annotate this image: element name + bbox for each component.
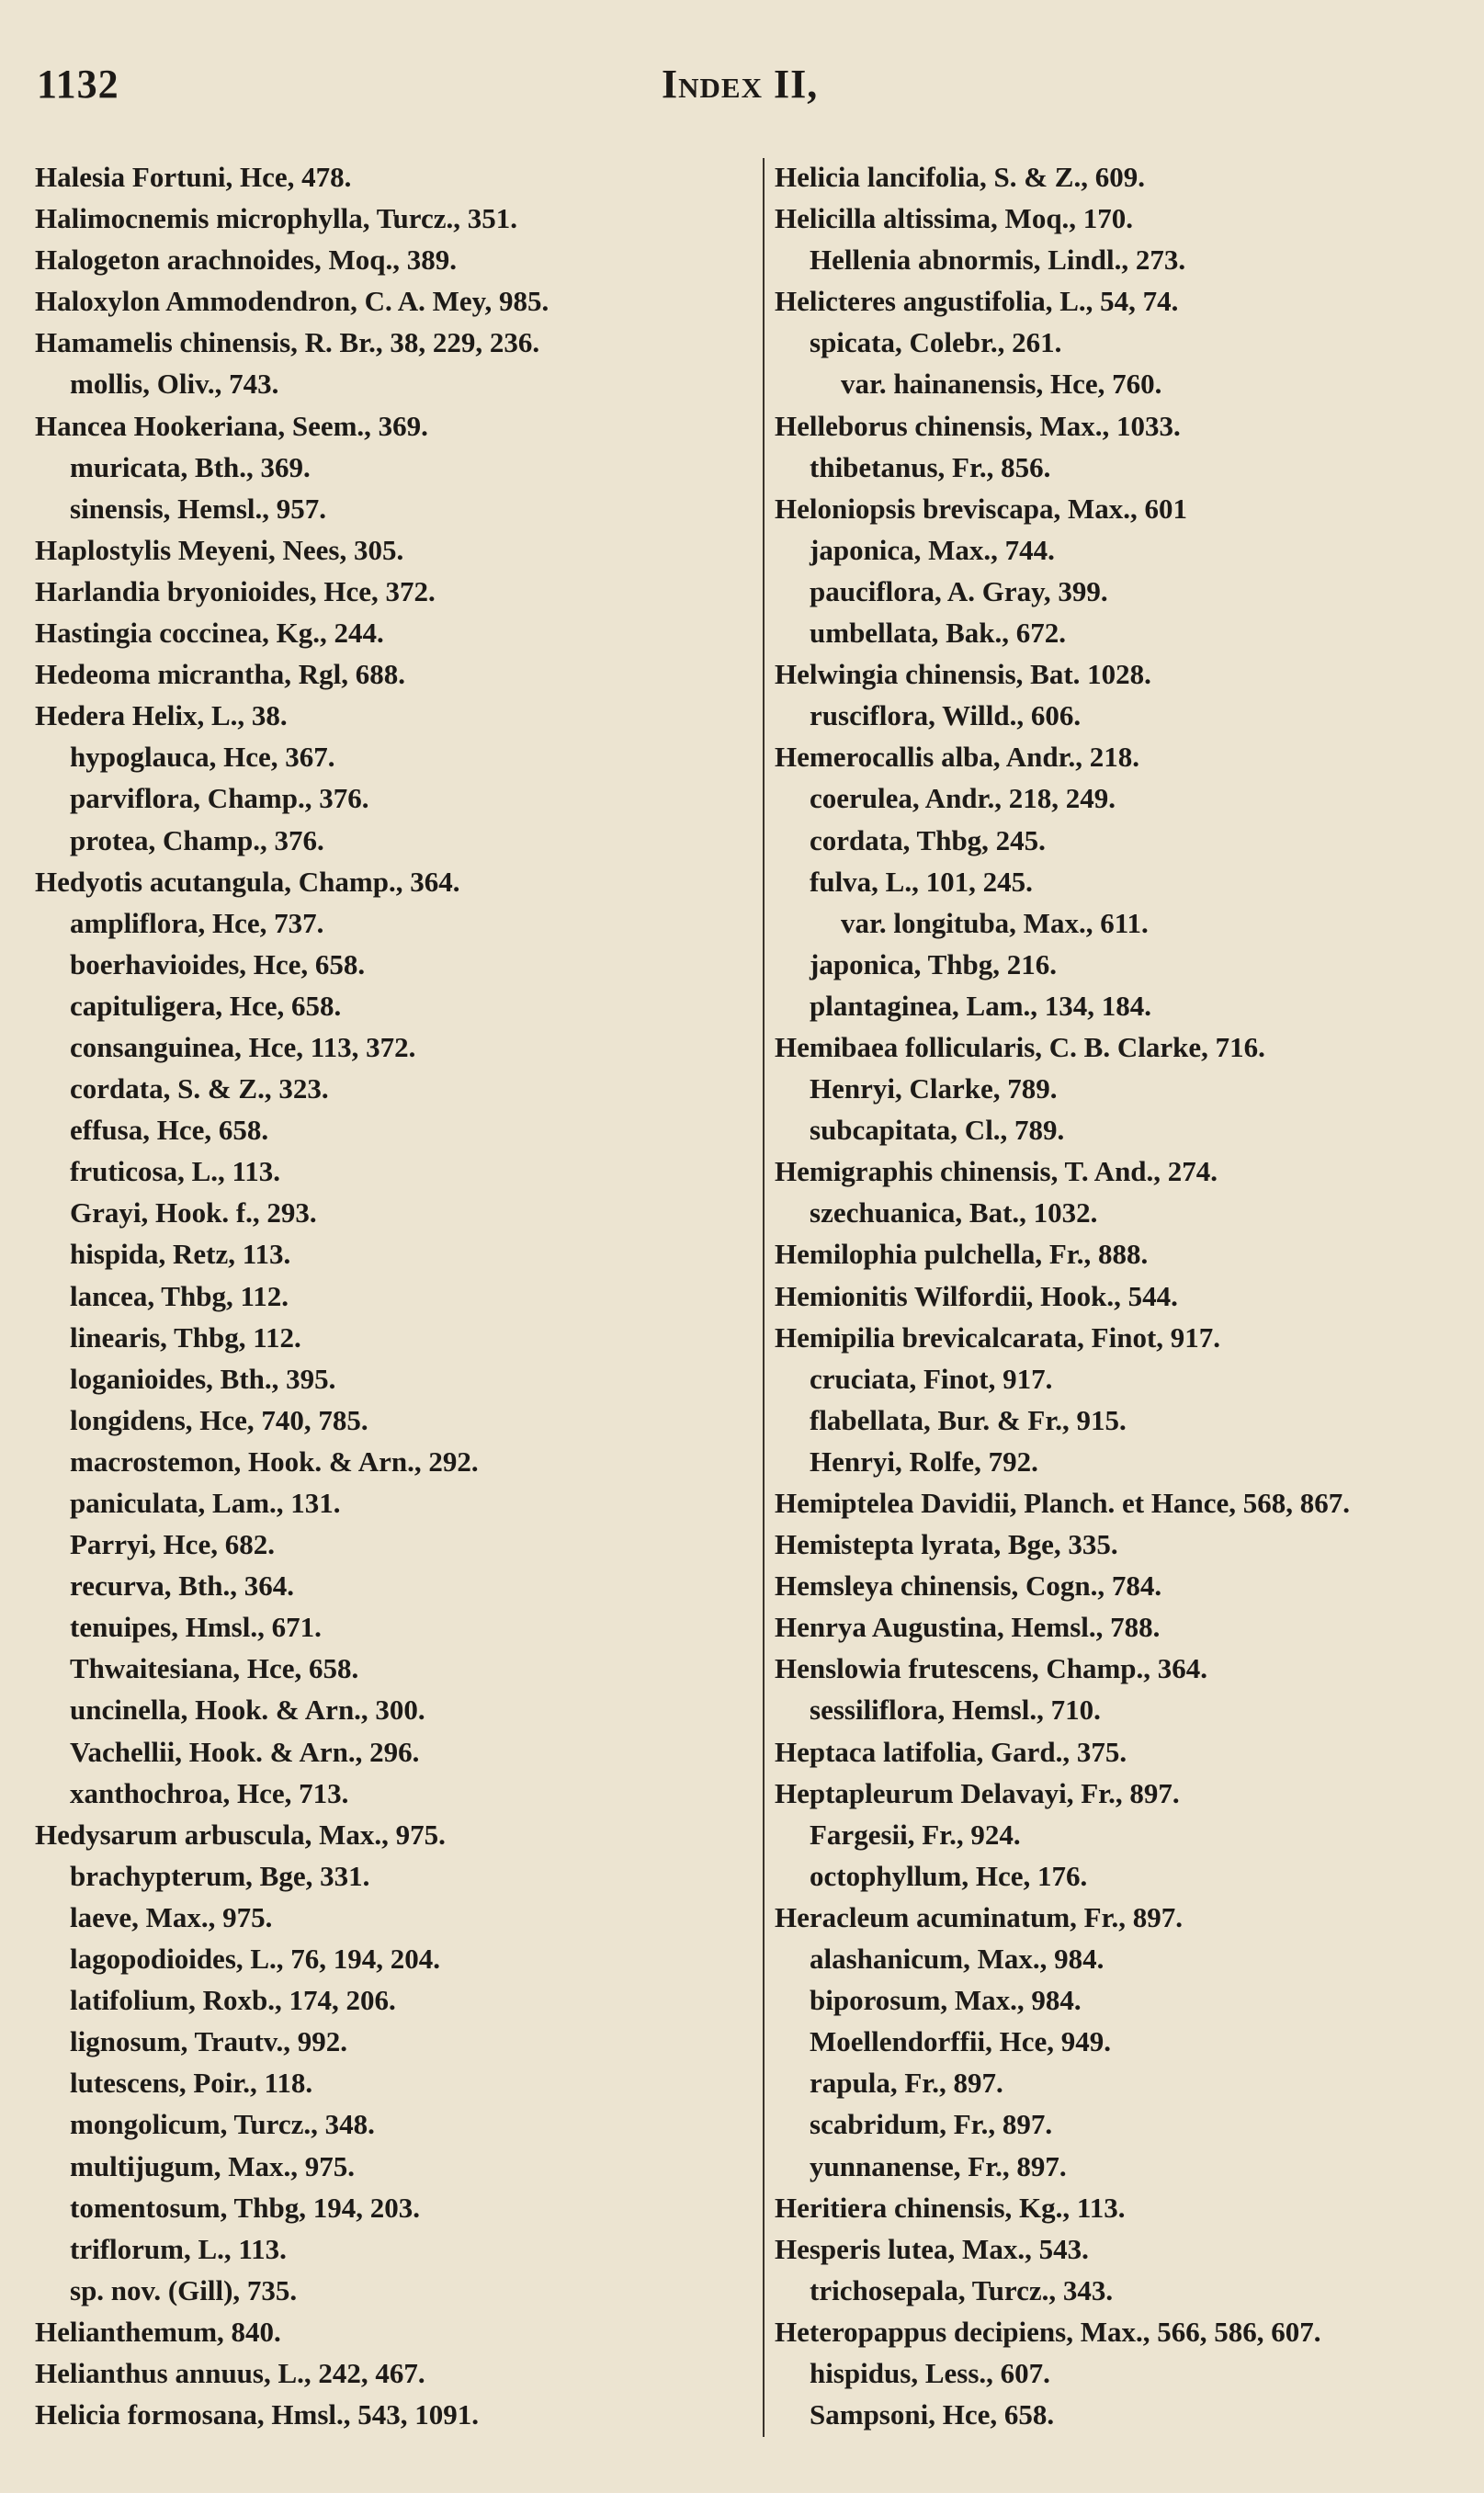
index-subentry: triflorum, L., 113.	[70, 2232, 287, 2265]
column-divider	[763, 158, 765, 2437]
index-subentry: var. longituba, Max., 611.	[841, 906, 1149, 939]
index-subentry: trichosepala, Turcz., 343.	[810, 2273, 1114, 2306]
index-subentry: mongolicum, Turcz., 348.	[70, 2108, 375, 2141]
index-subentry: sinensis, Hemsl., 957.	[70, 492, 327, 525]
index-subentry: pauciflora, A. Gray, 399.	[810, 574, 1108, 607]
index-subentry: Parryi, Hce, 682.	[70, 1528, 275, 1561]
index-entry: Helwingia chinensis, Bat. 1028.	[775, 658, 1151, 691]
index-subentry: subcapitata, Cl., 789.	[810, 1114, 1065, 1147]
index-subentry: capituligera, Hce, 658.	[70, 989, 342, 1022]
index-entry: Hedysarum arbuscula, Max., 975.	[35, 1818, 446, 1851]
index-entry: Heloniopsis breviscapa, Max., 601	[775, 492, 1187, 525]
index-subentry: lignosum, Trautv., 992.	[70, 2025, 348, 2058]
index-subentry: Henryi, Clarke, 789.	[810, 1072, 1058, 1105]
index-subentry: laeve, Max., 975.	[70, 1900, 273, 1933]
index-subentry: alashanicum, Max., 984.	[810, 1943, 1105, 1976]
index-entry: Harlandia bryonioides, Hce, 372.	[35, 574, 436, 607]
index-subentry: biporosum, Max., 984.	[810, 1984, 1082, 2017]
index-subentry: japonica, Max., 744.	[810, 533, 1055, 566]
index-subentry: cordata, Thbg, 245.	[810, 823, 1046, 856]
index-subentry: paniculata, Lam., 131.	[70, 1487, 341, 1519]
index-subentry: rapula, Fr., 897.	[810, 2067, 1003, 2100]
index-entry: Hamamelis chinensis, R. Br., 38, 229, 236.	[35, 326, 540, 359]
index-entry: Heritiera chinensis, Kg., 113.	[775, 2191, 1126, 2224]
index-entry: Helicia formosana, Hmsl., 543, 1091.	[35, 2398, 480, 2431]
index-entry: Helicilla altissima, Moq., 170.	[775, 202, 1134, 235]
index-entry: Haplostylis Meyeni, Nees, 305.	[35, 533, 404, 566]
index-subentry: fruticosa, L., 113.	[70, 1155, 281, 1188]
index-subentry: effusa, Hce, 658.	[70, 1114, 269, 1147]
index-subentry: yunnanense, Fr., 897.	[810, 2149, 1067, 2182]
index-subentry: tenuipes, Hmsl., 671.	[70, 1611, 322, 1644]
index-entry: Hesperis lutea, Max., 543.	[775, 2232, 1089, 2265]
index-subentry: multijugum, Max., 975.	[70, 2149, 355, 2182]
index-subentry: sessiliflora, Hemsl., 710.	[810, 1694, 1101, 1727]
index-entry: Helicteres angustifolia, L., 54, 74.	[775, 285, 1179, 318]
index-subentry: uncinella, Hook. & Arn., 300.	[70, 1694, 425, 1727]
index-entry: Helianthemum, 840.	[35, 2315, 281, 2348]
index-subentry: mollis, Oliv., 743.	[70, 368, 279, 401]
index-entry: Halogeton arachnoides, Moq., 389.	[35, 244, 457, 277]
index-subentry: thibetanus, Fr., 856.	[810, 450, 1051, 483]
index-entry: Hemionitis Wilfordii, Hook., 544.	[775, 1279, 1178, 1312]
index-entry: Hemiptelea Davidii, Planch. et Hance, 568, 867.	[775, 1487, 1350, 1519]
index-entry: Hedera Helix, L., 38.	[35, 699, 288, 732]
index-subentry: muricata, Bth., 369.	[70, 450, 311, 483]
index-subentry: Thwaitesiana, Hce, 658.	[70, 1652, 359, 1685]
index-subentry: Henryi, Rolfe, 792.	[810, 1445, 1038, 1478]
index-entry: Heracleum acuminatum, Fr., 897.	[775, 1900, 1183, 1933]
index-subentry: rusciflora, Willd., 606.	[810, 699, 1082, 732]
index-entry: Heptapleurum Delavayi, Fr., 897.	[775, 1776, 1180, 1809]
running-head-title: Index II,	[662, 62, 819, 107]
index-subentry: consanguinea, Hce, 113, 372.	[70, 1030, 416, 1063]
index-entry: Hemerocallis alba, Andr., 218.	[775, 741, 1139, 774]
index-subentry: brachypterum, Bge, 331.	[70, 1859, 370, 1892]
index-subentry: Fargesii, Fr., 924.	[810, 1818, 1021, 1851]
index-entry: Hemsleya chinensis, Cogn., 784.	[775, 1569, 1162, 1603]
index-subentry: cruciata, Finot, 917.	[810, 1362, 1053, 1395]
index-subentry: boerhavioides, Hce, 658.	[70, 947, 366, 980]
index-entry: Hemistepta lyrata, Bge, 335.	[775, 1528, 1118, 1561]
index-subentry: Sampsoni, Hce, 658.	[810, 2398, 1055, 2431]
index-subentry: lutescens, Poir., 118.	[70, 2067, 313, 2100]
index-subentry: var. hainanensis, Hce, 760.	[841, 368, 1162, 401]
index-subentry: szechuanica, Bat., 1032.	[810, 1196, 1098, 1230]
index-subentry: octophyllum, Hce, 176.	[810, 1859, 1088, 1892]
index-entry: Helleborus chinensis, Max., 1033.	[775, 409, 1181, 442]
index-subentry: spicata, Colebr., 261.	[810, 326, 1062, 359]
index-subentry: japonica, Thbg, 216.	[810, 947, 1058, 980]
index-entry: Haloxylon Ammodendron, C. A. Mey, 985.	[35, 285, 549, 318]
index-subentry: lancea, Thbg, 112.	[70, 1279, 289, 1312]
index-subentry: cordata, S. & Z., 323.	[70, 1072, 329, 1105]
index-subentry: macrostemon, Hook. & Arn., 292.	[70, 1445, 479, 1478]
index-entry: Henrya Augustina, Hemsl., 788.	[775, 1611, 1161, 1644]
index-subentry: longidens, Hce, 740, 785.	[70, 1403, 368, 1436]
index-subentry: linearis, Thbg, 112.	[70, 1320, 301, 1354]
index-subentry: scabridum, Fr., 897.	[810, 2108, 1053, 2141]
index-subentry: hypoglauca, Hce, 367.	[70, 741, 335, 774]
index-subentry: latifolium, Roxb., 174, 206.	[70, 1984, 396, 2017]
index-subentry: parviflora, Champ., 376.	[70, 782, 369, 815]
index-subentry: Grayi, Hook. f., 293.	[70, 1196, 317, 1230]
index-entry: Hastingia coccinea, Kg., 244.	[35, 617, 384, 650]
index-entry: Hancea Hookeriana, Seem., 369.	[35, 409, 428, 442]
index-subentry: recurva, Bth., 364.	[70, 1569, 294, 1603]
index-subentry: ampliflora, Hce, 737.	[70, 906, 324, 939]
page-number: 1132	[37, 62, 119, 107]
index-subentry: xanthochroa, Hce, 713.	[70, 1776, 349, 1809]
index-entry: Henslowia frutescens, Champ., 364.	[775, 1652, 1208, 1685]
index-subentry: flabellata, Bur. & Fr., 915.	[810, 1403, 1127, 1436]
index-entry: Heptaca latifolia, Gard., 375.	[775, 1735, 1127, 1768]
index-subentry: protea, Champ., 376.	[70, 823, 324, 856]
index-subentry: Vachellii, Hook. & Arn., 296.	[70, 1735, 420, 1768]
index-subentry: fulva, L., 101, 245.	[810, 865, 1033, 898]
index-entry: Halimocnemis microphylla, Turcz., 351.	[35, 202, 518, 235]
index-entry: Hedyotis acutangula, Champ., 364.	[35, 865, 460, 898]
index-subentry: lagopodioides, L., 76, 194, 204.	[70, 1943, 441, 1976]
index-entry: Hemigraphis chinensis, T. And., 274.	[775, 1155, 1218, 1188]
index-subentry: hispidus, Less., 607.	[810, 2356, 1050, 2389]
index-entry: Hemipilia brevicalcarata, Finot, 917.	[775, 1320, 1221, 1354]
index-subentry: Hellenia abnormis, Lindl., 273.	[810, 244, 1186, 277]
index-subentry: hispida, Retz, 113.	[70, 1238, 291, 1271]
index-subentry: sp. nov. (Gill), 735.	[70, 2273, 298, 2306]
index-entry: Halesia Fortuni, Hce, 478.	[35, 161, 352, 193]
index-subentry: tomentosum, Thbg, 194, 203.	[70, 2191, 420, 2224]
index-subentry: loganioides, Bth., 395.	[70, 1362, 336, 1395]
index-entry: Helicia lancifolia, S. & Z., 609.	[775, 161, 1145, 193]
index-entry: Heteropappus decipiens, Max., 566, 586, 607.	[775, 2315, 1321, 2348]
index-subentry: plantaginea, Lam., 134, 184.	[810, 989, 1152, 1022]
index-entry: Hemibaea follicularis, C. B. Clarke, 716.	[775, 1030, 1265, 1063]
index-subentry: Moellendorffii, Hce, 949.	[810, 2025, 1111, 2058]
index-subentry: umbellata, Bak., 672.	[810, 617, 1067, 650]
index-entry: Hedeoma micrantha, Rgl, 688.	[35, 658, 405, 691]
index-entry: Helianthus annuus, L., 242, 467.	[35, 2356, 425, 2389]
index-column-right	[775, 156, 1473, 2435]
index-column-left	[35, 156, 752, 2435]
index-subentry: coerulea, Andr., 218, 249.	[810, 782, 1116, 815]
index-entry: Hemilophia pulchella, Fr., 888.	[775, 1238, 1149, 1271]
